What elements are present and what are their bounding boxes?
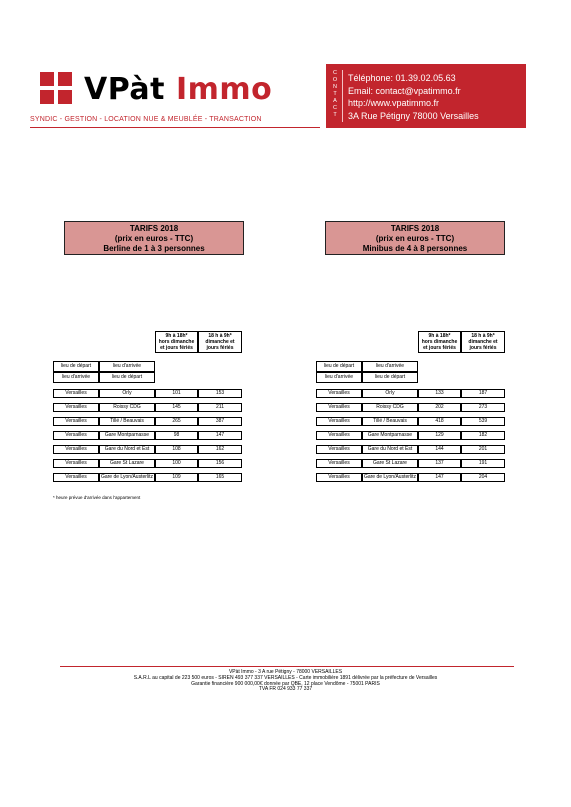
table-row: Versailles Roissy CDG 145 211 (53, 403, 243, 412)
label-arrival: lieu d'arrivée (362, 361, 418, 372)
contact-website[interactable]: http://www.vpatimmo.fr (348, 98, 440, 108)
footnote: * heure prévue d'arrivée dans l'appartement (53, 495, 141, 500)
label-departure: lieu de départ (53, 361, 99, 372)
logo-mark (40, 72, 72, 104)
table-row: Versailles Gare du Nord et Est 108 162 (53, 445, 243, 454)
table-row: Versailles Gare de Lyon/Austerlitz 147 204 (316, 473, 506, 482)
column-header-night: 18 h à 9h* dimanche et jours fériés (198, 331, 242, 353)
table-row: Versailles Gare St Lazare 137 191 (316, 459, 506, 468)
footer (30, 670, 541, 693)
brand-name-part1: VPàt (84, 72, 165, 107)
brand-name (84, 74, 272, 106)
table-row: Versailles Gare de Lyon/Austerlitz 109 165 (53, 473, 243, 482)
table-row: Versailles Gare Montparnasse 98 147 (53, 431, 243, 440)
footer-line: S.A.R.L au capital de 223 500 euros - SIREN 493 377 337 VERSAILLES - Carte immobilière 1891 délivrée par la préfecture de Versailles (133, 674, 438, 681)
table-row: Versailles Orly 133 187 (316, 389, 506, 398)
footer-line: Garantie financière 900 000,00€ donnée par QBE, 12 place Vendôme - 75001 PARIS (191, 680, 380, 687)
label-arrival: lieu d'arrivée (53, 372, 99, 383)
contact-phone: Téléphone: 01.39.02.05.63 (348, 73, 456, 83)
table-row: Versailles Tillé / Beauvais 418 539 (316, 417, 506, 426)
contact-address: 3A Rue Pétigny 78000 Versailles (348, 110, 479, 121)
tariff-table-sedan (53, 331, 243, 491)
tagline: SYNDIC - GESTION - LOCATION NUE & MEUBLÉE - TRANSACTION (30, 116, 262, 123)
footer-line: TVA FR 024 933 77 337 (258, 686, 313, 693)
contact-divider (342, 70, 343, 122)
contact-vertical-label: C O N T A C T (332, 70, 338, 118)
footer-line: VPàt Immo - 3 A rue Pétigny - 78000 VERSAILLES (228, 669, 343, 675)
contact-box (326, 64, 526, 128)
contact-email[interactable]: Email: contact@vpatimmo.fr (348, 85, 461, 96)
column-header-day: 9h à 18h* hors dimanche et jours fériés (418, 331, 461, 353)
table-row: Versailles Tillé / Beauvais 265 387 (53, 417, 243, 426)
table-row: Versailles Gare du Nord et Est 144 201 (316, 445, 506, 454)
brand-name-part2: Immo (175, 72, 273, 107)
table-row: Versailles Orly 101 153 (53, 389, 243, 398)
contact-details (348, 72, 479, 122)
footer-divider (60, 666, 514, 667)
tariff-table-minibus (316, 331, 506, 491)
tariff-title-sedan: TARIFS 2018 (prix en euros - TTC) Berline de 1 à 3 personnes (64, 221, 244, 255)
column-header-day: 9h à 18h* hors dimanche et jours fériés (155, 331, 198, 353)
label-departure: lieu de départ (99, 372, 155, 383)
tariff-title-minibus: TARIFS 2018 (prix en euros - TTC) Minibus de 4 à 8 personnes (325, 221, 505, 255)
label-arrival: lieu d'arrivée (99, 361, 155, 372)
table-row: Versailles Gare St Lazare 100 156 (53, 459, 243, 468)
label-departure: lieu de départ (316, 361, 362, 372)
table-row: Versailles Gare Montparnasse 129 182 (316, 431, 506, 440)
label-arrival: lieu d'arrivée (316, 372, 362, 383)
table-row: Versailles Roissy CDG 202 273 (316, 403, 506, 412)
column-header-night: 18 h à 9h* dimanche et jours fériés (461, 331, 505, 353)
label-departure: lieu de départ (362, 372, 418, 383)
tagline-divider (30, 127, 320, 128)
